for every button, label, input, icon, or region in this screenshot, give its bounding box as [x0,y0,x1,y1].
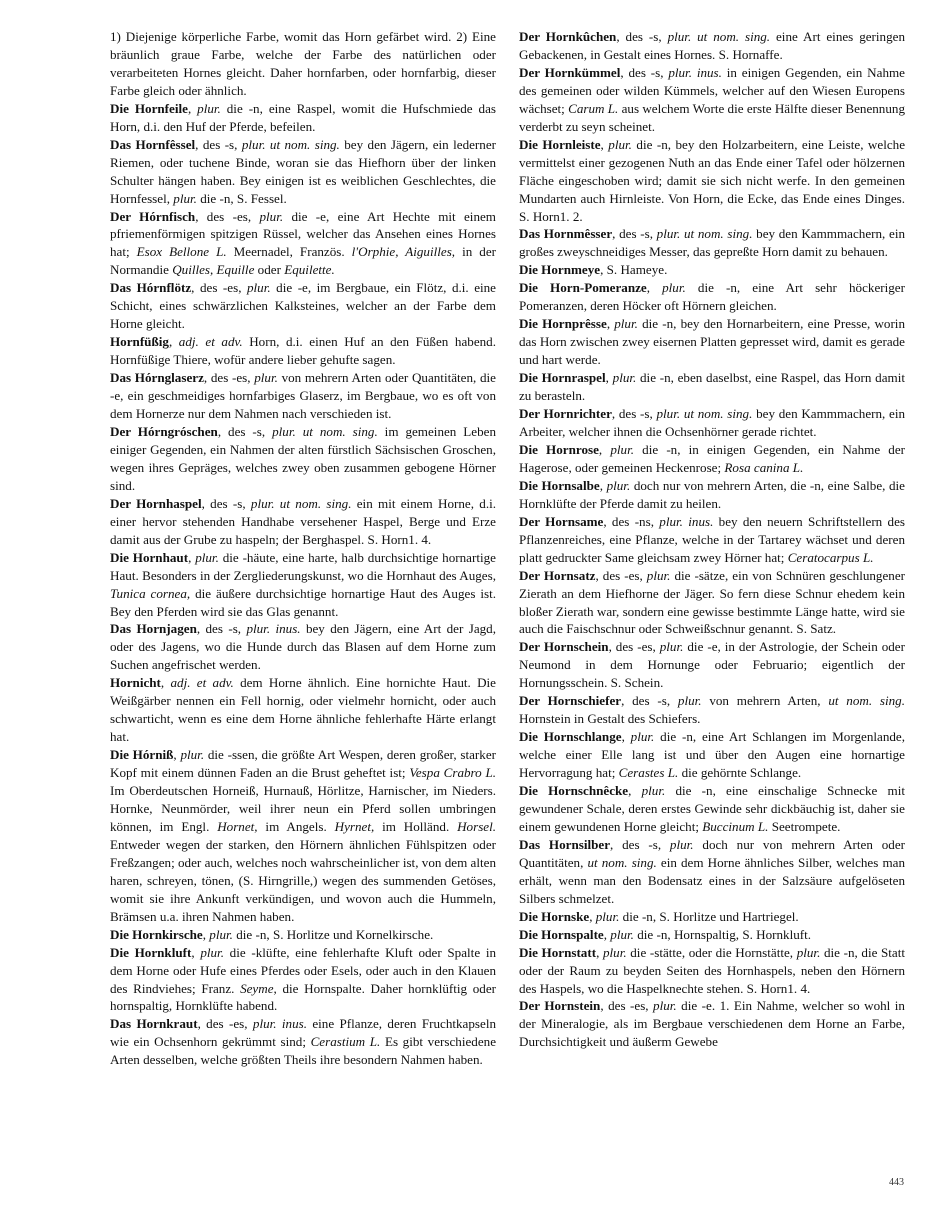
entry-italic: Cerastes L. [618,765,679,781]
entry-text: , des -ns, [603,513,660,529]
entry-headword: Der Hornsatz [519,567,596,583]
dictionary-entry [519,261,905,279]
dictionary-entry [110,208,496,280]
entry-text: Horn, d.i. einen Huf an den Füßen habend. Hornfüßige Thiere, wofür andere lieber gehufte sagen. [110,334,496,368]
entry-headword: Die Hornhaut [110,549,189,565]
entry-italic: plur. inus. [659,513,714,529]
entry-italic: Equilette. [284,262,335,278]
entry-headword: Die Hornraspel [519,370,606,386]
entry-text: doch nur von mehrern Arten oder Quantitäten, [519,836,905,870]
entry-headword: Die Hornleiste [519,136,601,152]
entry-text: in einigen Gegenden, ein Nahme des gemeinen oder wilden Kümmels, welcher auf den Wiesen Europens wächset; [519,64,905,116]
entry-text: im Holländ. [374,818,458,834]
entry-headword: Die Hornkluft [110,944,192,960]
entry-text: bey den Jägern, ein lederner Riemen, oder tuchene Binde, woran sie das Hiefhorn über der linken Schulter hängen haben. Bey einigen ist es weiblichen Geschlechtes, die Hornfessel, [110,136,497,206]
entry-text: , [628,783,642,799]
entry-italic: plur. [662,280,686,296]
entry-text: , [202,926,210,942]
entry-text: , [188,549,196,565]
entry-headword: Die Hornmeye [519,262,601,278]
dictionary-entry [519,567,905,639]
dictionary-entry [519,692,905,728]
dictionary-entry [519,441,905,477]
entry-text: , des -es, [195,208,260,224]
entry-text: , [168,334,179,350]
entry-headword: Der Hornsame [519,513,604,529]
entry-italic: plur. [173,190,197,206]
entry-text: die -stätte, oder die Hornstätte, [626,944,797,960]
dictionary-entry [519,944,905,998]
entry-headword: Die Horn-Pomeranze [519,280,647,296]
entry-text: die -n, bey den Hornarbeitern, eine Presse, worin das Horn zwischen zwey eisernen Platten gepresset wird, damit es gerade und hart werde. [519,316,905,368]
entry-text: Seetrompete. [768,818,841,834]
dictionary-entry [519,136,905,226]
entry-italic: plur. [677,693,702,709]
entry-italic: plur. [195,549,219,565]
entry-text: die -n, S. Fessel. [196,190,287,206]
entry-text: Im Oberdeutschen Horneiß, Hurnauß, Hörlitze, Harnischer, im Nieders. Hornke, Neunmörder, weil ihrer neun ein Pferd sollen umbringen können, im Engl. [110,783,496,834]
entry-headword: Das Hornsilber [519,836,611,852]
entry-italic: Hornet, [217,818,258,834]
entry-text: die -n, bey den Holzarbeitern, eine Leiste, welche vermittelst einer gezogenen Nuth an das Ende einer Tafel oder hölzernen Fläche eingeschoben wird; damit sie sich nicht werfe. In den gemeinen Mundarten auch Hirnleiste. Von Horn, die Ecke, das Ende eines Dinges. S. Horn1. 2. [519,136,906,224]
dictionary-entry [519,997,905,1051]
entry-italic: Rosa canina L. [724,459,804,475]
entry-text: , [621,729,631,745]
entry-italic: l'Orphie, Aiguilles, [351,244,456,260]
entry-italic: plur. [608,136,632,152]
entry-italic: plur. [653,998,677,1014]
entry-italic: adj. et adv. [178,334,243,350]
entry-text: die -n, eine Art sehr höckeriger Pomeranzen, deren Höcker oft Hörnern gleichen. [519,280,905,314]
entry-text: die -klüfte, eine fehlerhafte Kluft oder Spalte in dem Horne oder Hufe eines Pferdes oder Esels, oder auch in den Klauen des Rindviehes; Franz. [110,944,497,996]
entry-headword: Die Hornstatt [519,944,597,960]
entry-headword: Die Hornske [519,908,590,924]
entry-text: die äußere durchsichtige hornartige Haut des Auges ist. Bey den Pferden wird sie das Glas genannt. [110,585,496,619]
dictionary-entry [519,638,905,692]
dictionary-entry [519,279,905,315]
entry-text: Es gibt verschiedene Arten desselben, welche größten Theils ihre besondern Nahmen haben. [110,1034,497,1068]
entry-headword: Der Hornrichter [519,406,612,422]
dictionary-entry [519,369,905,405]
dictionary-entry [110,279,496,333]
entry-italic: plur. [259,208,284,224]
entry-text: eine Art eines geringen Gebackenen, in Gestalt eines Hornes. S. Hornaffe. [519,29,905,62]
dictionary-entry [519,782,905,836]
entry-italic: plur. [180,747,205,763]
entry-text: , des -s, [610,836,670,852]
entry-text: , S. Hameye. [600,262,668,278]
entry-text: die gehörnte Schlange. [678,765,802,781]
entry-italic: Buccinum L. [702,818,769,834]
entry-text: die -ssen, die größte Art Wespen, deren großer, starker Kopf mit einem dünnen Faden an die Brust geheftet ist; [110,747,496,781]
dictionary-entry [110,746,496,926]
entry-headword: Das Hórnglaserz [110,370,204,386]
entry-text: , des -s, [620,64,669,80]
dictionary-entry [519,225,905,261]
entry-headword: Der Hornstein [519,998,601,1014]
entry-headword: Der Hornschein [519,639,609,655]
entry-text: die -e. 1. Ein Nahme, welcher so wohl in der Mineralogie, als im Bergbaue verschiedenen dem Horne an Farbe, Durchsichtigkeit und äußerm Gewebe [519,998,905,1050]
entry-text: die Hornspalte. Daher hornklüftig oder hornspaltig, Hornklüfte habend. [110,980,496,1014]
entry-headword: Das Hórnflötz [110,280,192,296]
entry-headword: Die Hornschlange [519,729,622,745]
entry-italic: plur. [610,441,635,457]
entry-italic: plur. [200,944,224,960]
dictionary-entry [110,620,496,674]
entry-italic: plur. inus. [246,621,301,637]
dictionary-entry [519,728,905,782]
entry-headword: Die Hornrose [519,441,599,457]
entry-text: , [589,908,596,924]
entry-italic: plur. [610,926,634,942]
entry-text: die -n, eine einschalige Schnecke mit gewundener Schale, deren erstes Gewinde sehr dickbäuchig ist, daher sie einem gewundenen Horne gleicht; [519,783,905,834]
dictionary-entry [519,926,905,944]
entry-headword: Die Hornsalbe [519,477,600,493]
entry-text: bey den Jägern, eine Art der Jagd, oder des Jagens, wo die Hunde durch das Blasen auf dem Horne zum Suchen angefrischet werden. [110,621,496,673]
entry-italic: Seyme, [240,980,277,996]
dictionary-entry [519,513,905,567]
entry-text: , [605,370,613,386]
entry-headword: Die Hornkirsche [110,926,203,942]
entry-italic: Quilles, Equille [172,262,255,278]
entry-text: , des -es, [203,370,255,386]
entry-text: , [187,100,198,116]
entry-text: die -häute, eine harte, halb durchsichtige hornartige Haut. Besonders in der Zergliederungskunst, wo die Hornhaut des Auges, [110,549,496,583]
dictionary-entry [110,100,496,136]
entry-headword: Der Hornkümmel [519,64,621,80]
entry-headword: Der Hórnfisch [110,208,196,224]
entry-headword: Die Hornprêsse [519,316,607,332]
entry-text: , des -s, [217,423,273,439]
dictionary-entry [110,136,496,208]
entry-text: die -n, S. Horlitze und Hartriegel. [619,908,799,924]
entry-text: von mehrern Arten, [701,693,829,709]
entry-italic: Hyrnet, [334,818,375,834]
entry-text: , des -s, [196,621,247,637]
entry-headword: Das Hornfêssel [110,136,196,152]
entry-italic: plur. [247,280,271,296]
entry-italic: plur. ut nom. sing. [656,226,753,242]
entry-headword: Das Hornkraut [110,1016,198,1032]
entry-text: , [173,747,181,763]
entry-text: Meernadel, Französ. [226,244,352,260]
entry-italic: plur. ut nom. sing. [250,495,352,511]
entry-text: ein mit einem Horne, d.i. einer hervor stehenden Handhabe versehener Haspel, Berge und Erze damit aus der Grube zu haspeln; der Berghaspel. S. Horn1. 4. [110,495,497,547]
entry-italic: Ceratocarpus L. [787,549,874,565]
entry-text: die -n, eine Art Schlangen im Morgenlande, welche einer Elle lang ist und über den Augen eine hornartige Hervorragung hat; [519,729,905,781]
entry-headword: Die Hornschnêcke [519,783,629,799]
dictionary-entry [110,674,496,746]
entry-italic: plur. inus. [252,1016,307,1032]
dictionary-entry [110,28,496,100]
entry-italic: plur. ut nom. sing. [272,423,378,439]
entry-italic: Tunica cornea, [110,585,191,601]
entry-text: die -e, in der Astrologie, der Schein oder Neumond in dem Hornunge oder Februario; eigentlich der Hornungsschein. S. Schein. [519,639,905,691]
dictionary-entry [110,495,496,549]
entry-text: , des -s, [195,136,242,152]
entry-text: , [599,477,607,493]
entry-headword: Das Hornmêsser [519,226,613,242]
entry-text: , [191,944,201,960]
entry-text: , des -es, [600,998,654,1014]
entry-italic: Cerastium L. [310,1034,381,1050]
entry-italic: Esox Bellone L. [136,244,227,260]
entry-text: die -n, Hornspaltig, S. Hornkluft. [633,926,812,942]
entry-italic: plur. [254,370,278,386]
entry-headword: Hornfüßig [110,334,169,350]
entry-text: die -n, die Statt oder der Raum zu beyden Seiten des Hornhaspels, neben den Hörnern des Haspels, wo die Haspelknechte stehen. S. Horn1. 4. [519,944,906,996]
dictionary-entry [519,28,905,64]
left-column [110,28,496,1069]
dictionary-entry [110,333,496,369]
entry-text: doch nur von mehrern Arten, die -n, eine Salbe, die Hornklüfte der Pferde damit zu heilen. [519,477,905,511]
entry-italic: Horsel. [457,818,497,834]
entry-text: , [598,441,611,457]
entry-italic: Carum L. [568,100,619,116]
page-number: 443 [889,1177,904,1188]
entry-italic: plur. [659,639,684,655]
dictionary-entry [519,836,905,908]
entry-headword: Die Hórniß [110,747,174,763]
dictionary-entry [519,315,905,369]
entry-text: die -n, in einigen Gegenden, ein Nahme der Hagerose, oder gemeinen Heckenrose; [519,441,906,475]
entry-headword: Der Hornkûchen [519,29,617,44]
entry-text: oder [254,262,285,278]
entry-italic: plur. ut nom. sing. [241,136,340,152]
entry-text: 1) Diejenige körperliche Farbe, womit das Horn gefärbet wird. 2) Eine bräunlich graue Farbe, welche der Farbe des natürlichen oder verarbeiteten Hornes gleicht. Daher hornfarben, oder hornfarbig, dieser Farbe gleich oder ähnlich. [110,29,496,98]
entry-text: im gemeinen Leben einiger Gegenden, ein Nahmen der alten fürstlich Sächsischen Groschen, wegen ihres Gepräges, welches zwey oben zusammen gebogene Hörner sind. [110,423,497,493]
dictionary-entry [110,423,496,495]
entry-headword: Die Hornspalte [519,926,604,942]
entry-text: die -e, im Bergbaue, ein Flötz, d.i. eine Schicht, eines schwärzlichen Kalksteines, welcher an der Farbe dem Horne gleicht. [110,280,496,332]
entry-italic: plur. [612,370,637,386]
entry-text: , des -es, [191,280,247,296]
entry-italic: adj. et adv. [170,675,234,691]
entry-text: bey den Kammmachern, ein großes zweyschneidiges Messer, das gepreßte Horn damit zu behauen. [519,226,906,260]
entry-text: , des -s, [611,406,657,422]
entry-text: , [606,316,615,332]
entry-italic: plur. [646,567,671,583]
entry-text: die -n, S. Horlitze und Kornelkirsche. [232,926,434,942]
dictionary-entry [110,1015,496,1069]
dictionary-entry [110,549,496,621]
dictionary-entry [519,477,905,513]
dictionary-entry [519,64,905,136]
entry-italic: plur. ut nom. sing. [667,29,771,44]
entry-text: bey den Kammmachern, ein Arbeiter, welcher ihnen die Ochsenhörner gerade richtet. [519,406,906,439]
right-column [519,28,905,1051]
entry-italic: plur. ut nom. sing. [656,406,753,422]
entry-italic: plur. inus. [668,64,722,80]
entry-italic: Vespa Crabro L. [409,765,496,781]
entry-italic: plur. [602,944,627,960]
entry-text: , [160,675,171,691]
entry-text: Entweder wegen der starken, den Hörnern ähnlichen Fühlspitzen oder Freßzangen; oder auch, welches noch wahrscheinlicher ist, von dem alten haren, schreyen, tönen, (S. Hirngrille,) wegen des summenden Getöses, womit sie ihre Ankunft verkündigen, und wovon auch die Hummeln, Brämsen u.a. ihren Nahmen haben. [110,836,496,924]
entry-text: die -e, eine Art Hechte mit einem pfriemenförmigen spitzigen Rüssel, welcher das Ansehen eines Hornes hat; [110,208,496,260]
entry-italic: plur. [197,100,221,116]
entry-text: , [646,280,663,296]
entry-italic: ut nom. sing. [828,693,905,709]
dictionary-entry [110,926,496,944]
dictionary-entry [519,908,905,926]
entry-text: Hornstein in Gestalt des Schiefers. [519,711,701,727]
entry-text: im Angels. [257,818,335,834]
entry-text: , [603,926,611,942]
entry-italic: plur. [614,316,638,332]
entry-italic: plur. [606,477,631,493]
entry-text: , des -s, [616,29,668,44]
entry-text: die -n, eben daselbst, eine Raspel, das Horn damit zu berasteln. [519,370,905,404]
entry-text: , [600,136,609,152]
entry-italic: plur. [209,926,233,942]
entry-text: eine Pflanze, deren Fruchtkapseln wie ein Ochsenhorn gekrümmt sind; [110,1016,497,1050]
entry-headword: Der Hórngróschen [110,423,218,439]
entry-text: in der Normandie [110,244,496,278]
entry-headword: Die Hornfeile [110,100,188,116]
entry-text: die -sätze, ein von Schnüren geschlungener Zierath an dem Hiefhorne der Jäger. So fern diese Schnur ehedem kein bloßer Zierath war, sondern eine gewisse bestimmte Länge hatte, wird sie auch die Faischschnur oder Schweißschnur genannt. S. Satz. [519,567,906,637]
entry-headword: Der Hornhaspel [110,495,202,511]
entry-text: , [596,944,603,960]
entry-text: dem Horne ähnlich. Eine hornichte Haut. Die Weißgärber nennen ein Fell hornig, oder vielmehr hornicht, oder auch schwarticht, wenn es eine dem Horne ähnliche fehlerhafte Härte erlangt hat. [110,675,496,745]
entry-text: ein dem Horne ähnliches Silber, welches man erhält, wenn man den Bodensatz eines in der Salzsäure aufgelöseten Silbers schmelzet. [519,854,905,906]
entry-text: , des -s, [621,693,678,709]
dictionary-entry [110,944,496,1016]
entry-text: aus welchem Worte die erste Hälfte dieser Benennung verderbt zu seyn scheinet. [519,100,905,134]
dictionary-entry [519,405,905,441]
entry-headword: Der Hornschiefer [519,693,622,709]
entry-italic: plur. [630,729,655,745]
entry-text: bey den neuern Schriftstellern des Pflanzenreiches, eine Pflanze, welche in der Tartarey wächset und deren platt gedruckter Same gleichsam zwey Hörner hat; [519,513,905,565]
entry-italic: plur. [669,836,694,852]
entry-italic: plur. [641,783,666,799]
entry-headword: Das Hornjagen [110,621,197,637]
entry-italic: plur. [796,944,821,960]
entry-text: , des -es, [197,1016,253,1032]
entry-text: von mehrern Arten oder Quantitäten, die -e, ein geschmeidiges hornfarbiges Glaserz, im Bergbaue, wo es oft von dem Hornerze nur dem Nahmen nach verschieden ist. [110,370,496,422]
entry-italic: ut nom. sing. [587,854,657,870]
entry-text: , des -es, [595,567,647,583]
entry-text: , des -s, [612,226,657,242]
dictionary-entry [110,369,496,423]
entry-italic: plur. [595,908,620,924]
entry-text: , des -s, [201,495,251,511]
entry-text: , des -es, [608,639,660,655]
entry-text: die -n, eine Raspel, womit die Hufschmiede das Horn, d.i. den Huf der Pferde, befeilen. [110,100,496,134]
entry-headword: Hornicht [110,675,161,691]
